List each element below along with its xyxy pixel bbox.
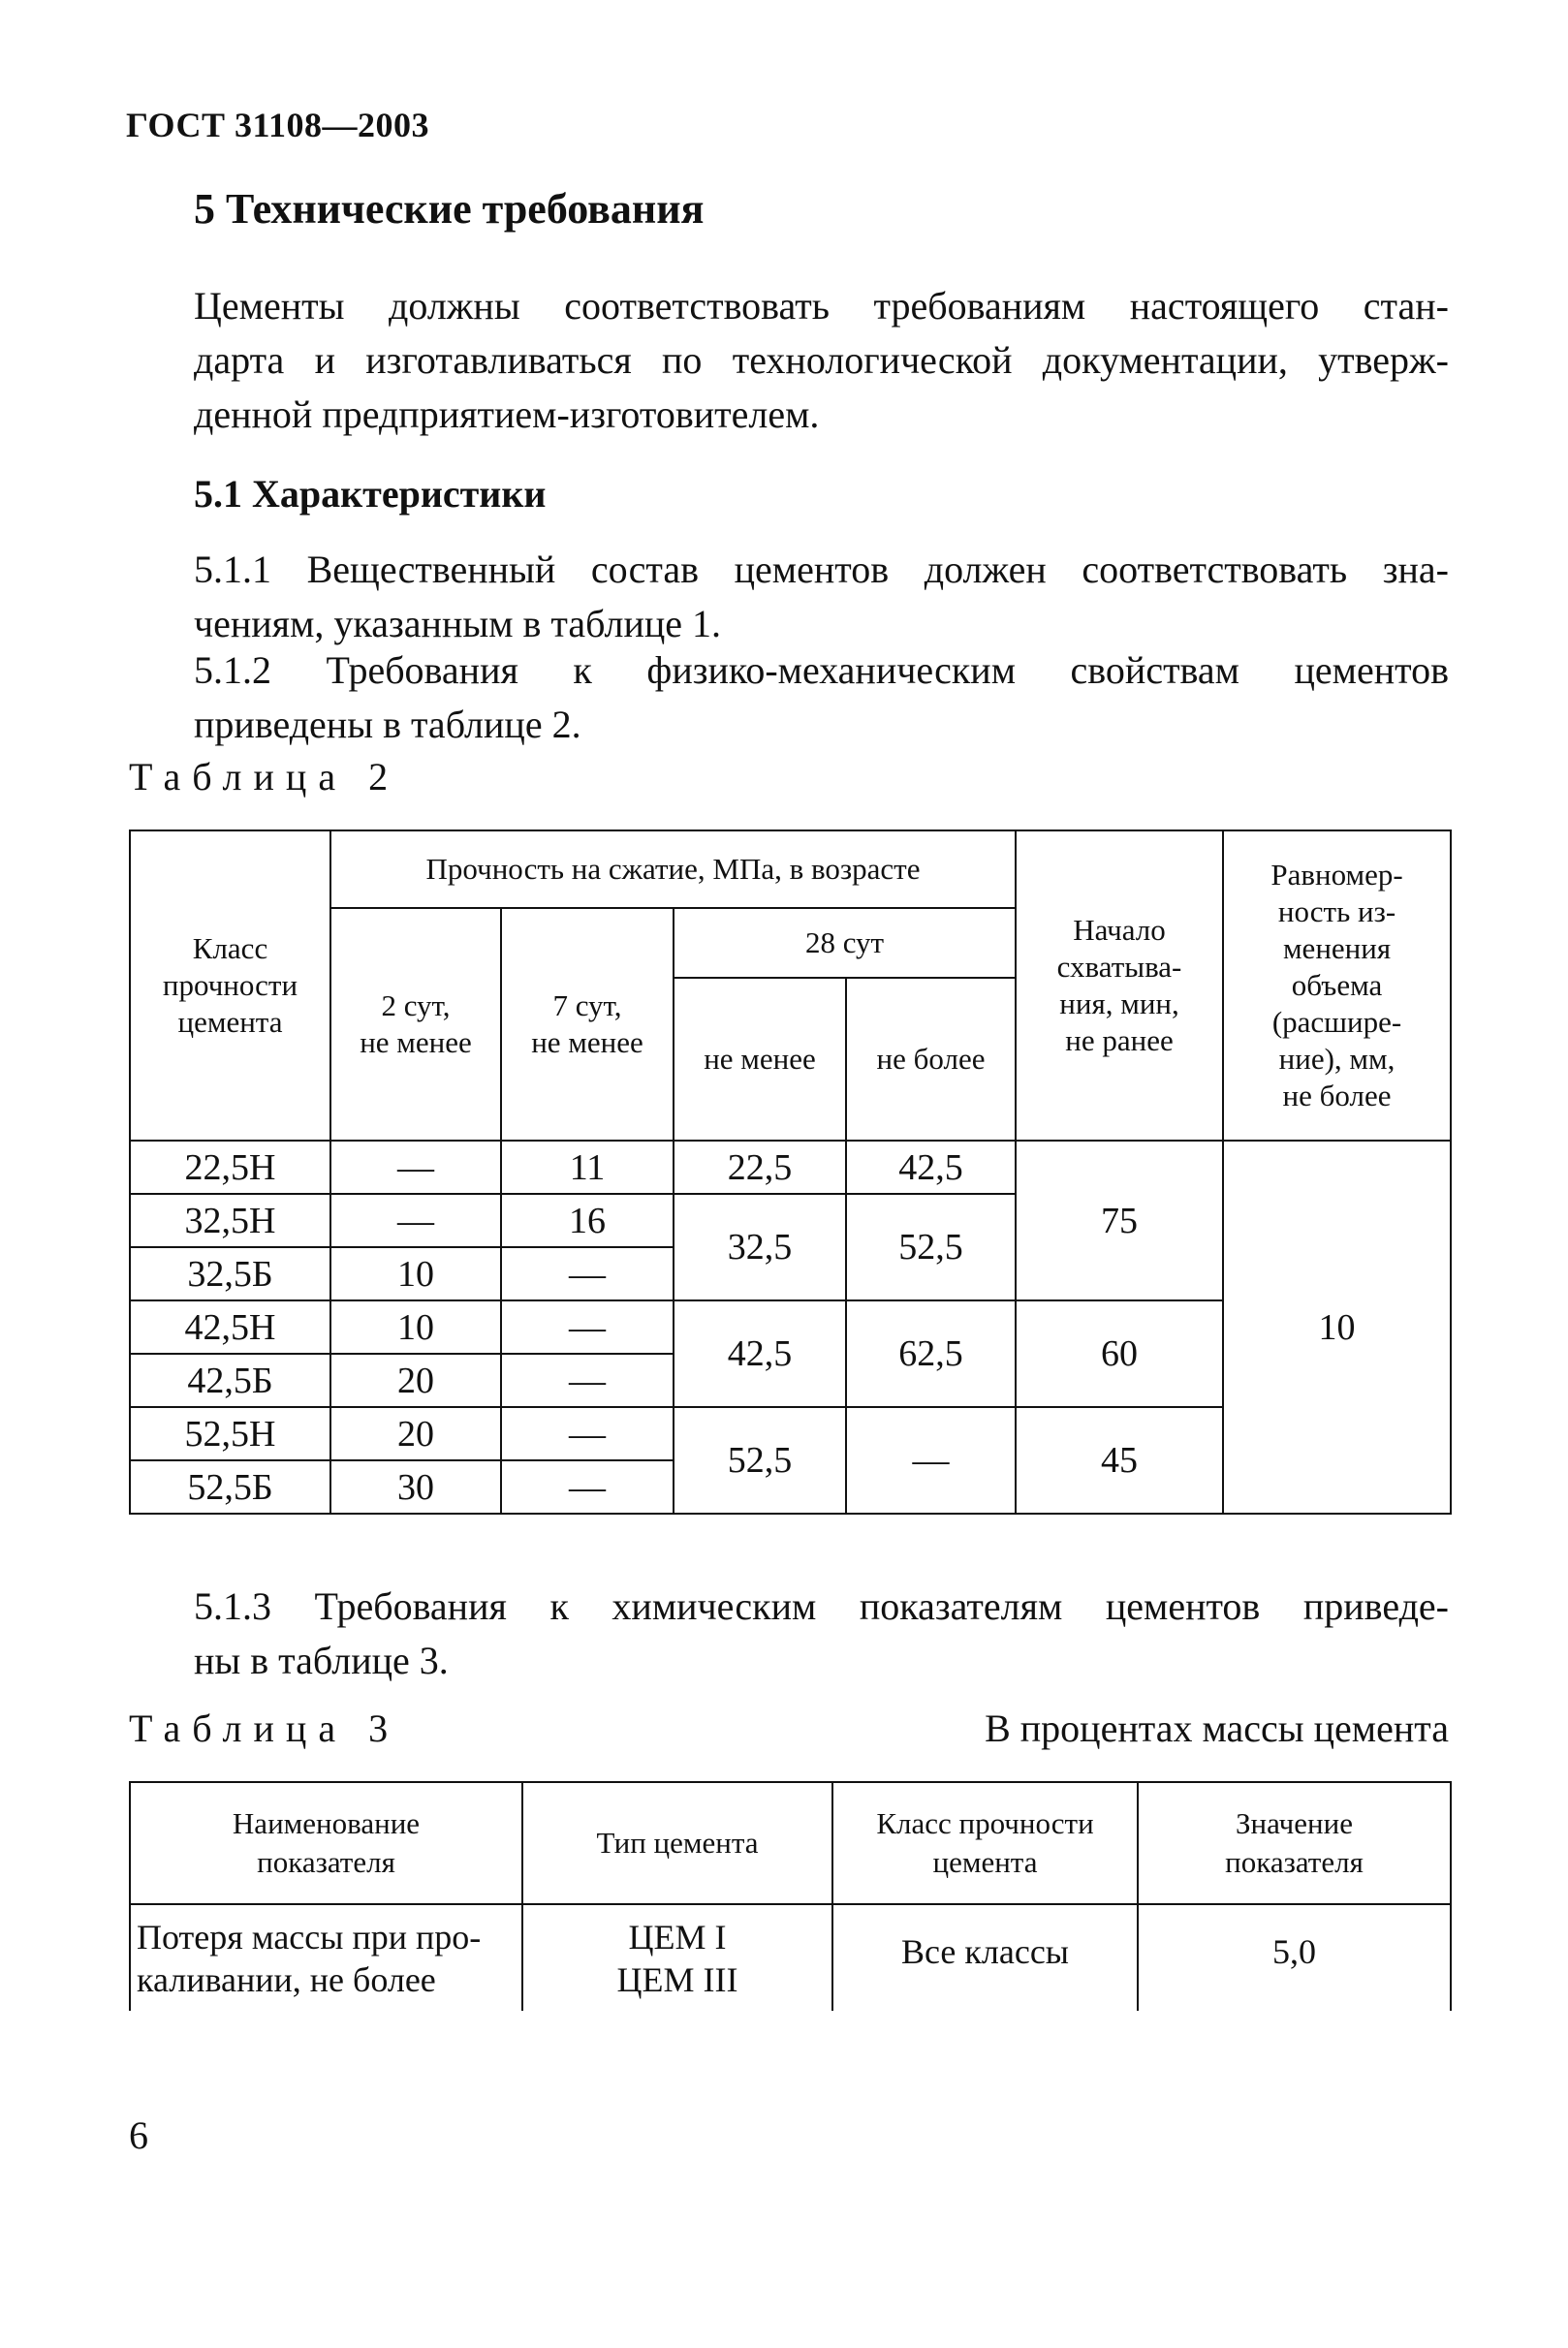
paragraph-5-1-1 xyxy=(194,543,1449,651)
header-strength-class: Класс прочности цемента xyxy=(832,1782,1138,1904)
cell-28-min: 52,5 xyxy=(674,1407,846,1514)
header-setting-time: Начало схватыва- ния, мин, не ранее xyxy=(1016,830,1223,1141)
section-title: 5 Технические требования xyxy=(194,185,705,233)
cell-2-days: — xyxy=(330,1141,501,1194)
text-line: 5.1.3 Требования к химическим показателям цементов приведе- xyxy=(194,1584,1449,1628)
cell-class: 22,5Н xyxy=(130,1141,330,1194)
paragraph-5-1-3 xyxy=(194,1580,1449,1688)
header-28-max: не более xyxy=(846,978,1016,1141)
cell-strength-class: Все классы xyxy=(832,1904,1138,2011)
cell-setting-time: 75 xyxy=(1016,1141,1223,1300)
table3-caption: Таблица 3 xyxy=(129,1706,400,1750)
cell-2-days: 20 xyxy=(330,1354,501,1407)
table-row xyxy=(130,1141,1451,1194)
cell-7-days: — xyxy=(501,1247,674,1300)
cell-class: 42,5Н xyxy=(130,1300,330,1354)
cell-2-days: 10 xyxy=(330,1300,501,1354)
header-indicator-name: Наименование показателя xyxy=(130,1782,522,1904)
cell-setting-time: 45 xyxy=(1016,1407,1223,1514)
text-line: дарта и изготавливаться по технологической документации, утверж- xyxy=(194,338,1449,382)
header-cement-type: Тип цемента xyxy=(522,1782,832,1904)
text-line: Цементы должны соответствовать требованиям настоящего стан- xyxy=(194,284,1449,328)
cell-2-days: 30 xyxy=(330,1460,501,1514)
cell-class: 32,5Н xyxy=(130,1194,330,1247)
cell-class: 32,5Б xyxy=(130,1247,330,1300)
cell-indicator-name: Потеря массы при про- каливании, не более xyxy=(130,1904,522,2011)
subsection-title: 5.1 Характеристики xyxy=(194,472,547,516)
cell-7-days: — xyxy=(501,1460,674,1514)
cell-28-max: 42,5 xyxy=(846,1141,1016,1194)
cell-28-max: 52,5 xyxy=(846,1194,1016,1300)
document-code: ГОСТ 31108—2003 xyxy=(126,106,429,144)
text-line: ны в таблице 3. xyxy=(194,1639,449,1682)
table3-units-note: В процентах массы цемента xyxy=(985,1706,1449,1750)
header-strength: Прочность на сжатие, МПа, в возрасте xyxy=(330,830,1016,908)
cell-28-min: 32,5 xyxy=(674,1194,846,1300)
section-intro xyxy=(194,279,1449,442)
cell-soundness: 10 xyxy=(1223,1141,1451,1514)
table-row xyxy=(130,1904,1451,2011)
cell-7-days: 11 xyxy=(501,1141,674,1194)
cell-7-days: — xyxy=(501,1300,674,1354)
header-28-min: не менее xyxy=(674,978,846,1141)
cell-indicator-value: 5,0 xyxy=(1138,1904,1451,2011)
paragraph-5-1-2 xyxy=(194,643,1449,752)
page-number: 6 xyxy=(129,2113,148,2157)
header-indicator-value: Значение показателя xyxy=(1138,1782,1451,1904)
table2-caption: Таблица 2 xyxy=(129,755,400,798)
cell-7-days: 16 xyxy=(501,1194,674,1247)
header-7-days: 7 сут, не менее xyxy=(501,908,674,1141)
cell-2-days: 20 xyxy=(330,1407,501,1460)
text-line: 5.1.2 Требования к физико-механическим свойствам цементов xyxy=(194,648,1449,692)
cell-setting-time: 60 xyxy=(1016,1300,1223,1407)
cell-class: 52,5Б xyxy=(130,1460,330,1514)
table-2 xyxy=(129,830,1452,1515)
cell-class: 42,5Б xyxy=(130,1354,330,1407)
cell-class: 52,5Н xyxy=(130,1407,330,1460)
cell-7-days: — xyxy=(501,1354,674,1407)
text-line: чениям, указанным в таблице 1. xyxy=(194,602,722,645)
text-line: приведены в таблице 2. xyxy=(194,703,581,746)
cell-7-days: — xyxy=(501,1407,674,1460)
header-soundness: Равномер- ность из- менения объема (расшире- ние), мм, не более xyxy=(1223,830,1451,1141)
cell-28-min: 22,5 xyxy=(674,1141,846,1194)
cell-cement-type: ЦЕМ I ЦЕМ III xyxy=(522,1904,832,2011)
header-class: Класс прочности цемента xyxy=(130,830,330,1141)
header-28-days: 28 сут xyxy=(674,908,1016,978)
table-3 xyxy=(129,1781,1452,2011)
cell-2-days: 10 xyxy=(330,1247,501,1300)
cell-2-days: — xyxy=(330,1194,501,1247)
cell-28-max: 62,5 xyxy=(846,1300,1016,1407)
header-2-days: 2 сут, не менее xyxy=(330,908,501,1141)
text-line: денной предприятием-изготовителем. xyxy=(194,392,820,436)
cell-28-min: 42,5 xyxy=(674,1300,846,1407)
cell-28-max: — xyxy=(846,1407,1016,1514)
text-line: 5.1.1 Вещественный состав цементов должен соответствовать зна- xyxy=(194,548,1449,591)
